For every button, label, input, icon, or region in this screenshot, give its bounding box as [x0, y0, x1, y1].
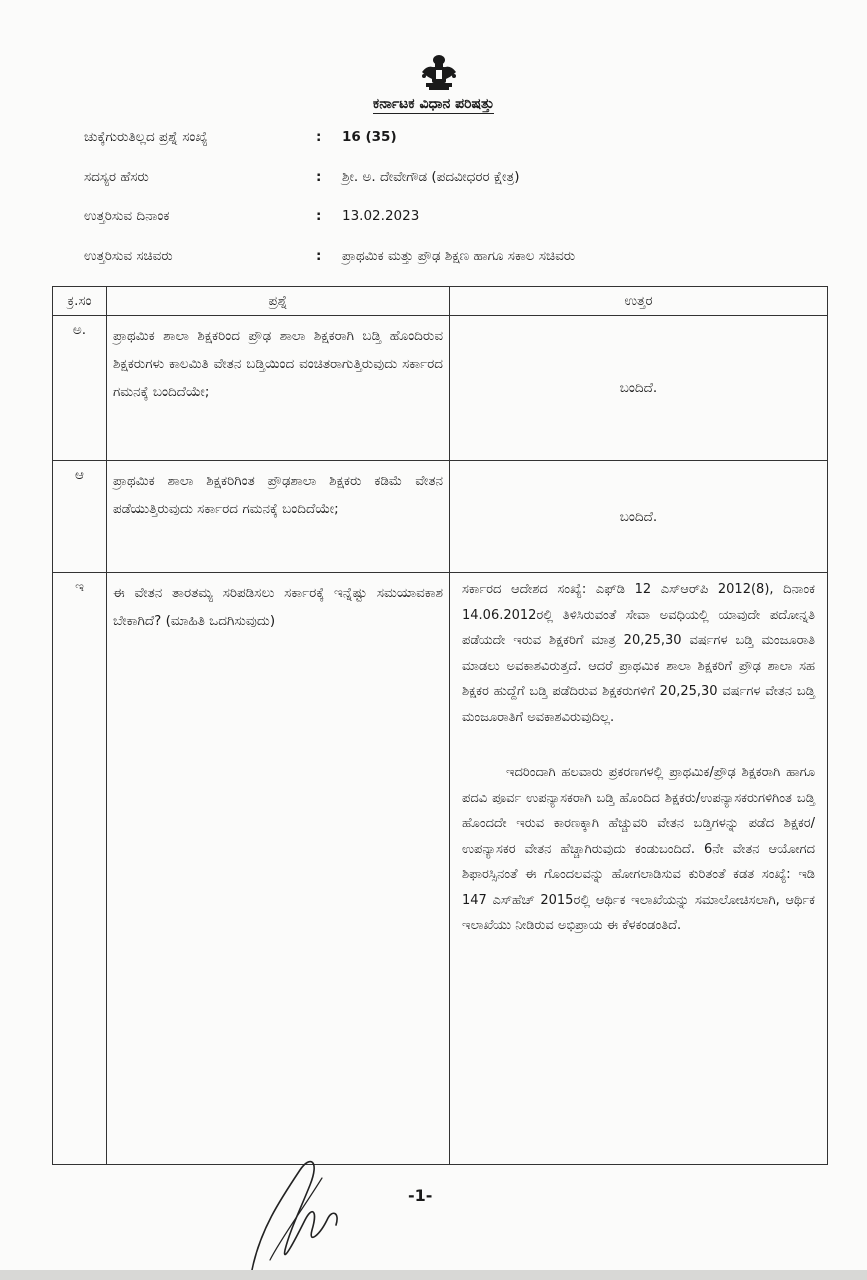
meta-value: 13.02.2023 — [342, 208, 420, 224]
header-answer: ಉತ್ತರ — [450, 287, 828, 316]
meta-colon: : — [316, 169, 322, 185]
karnataka-emblem-icon — [418, 50, 460, 92]
table-row — [53, 316, 828, 461]
header-question: ಪ್ರಶ್ನೆ — [107, 287, 450, 316]
row-answer-detailed — [450, 573, 828, 1165]
meta-label: ಉತ್ತರಿಸುವ ಸಚಿವರು — [84, 248, 173, 264]
answer-paragraph: ಇದರಿಂದಾಗಿ ಹಲವಾರು ಪ್ರಕರಣಗಳಲ್ಲಿ ಪ್ರಾಥಮಿಕ/ಪ್ರೌಢ ಶಿಕ್ಷಕರಾಗಿ ಹಾಗೂ ಪದವಿ ಪೂರ್ವ ಉಪನ್ಯಾಸಕರಾಗಿ ಬಡ್ತಿ ಹೊಂದಿದ ಶಿಕ್ಷಕರು/ಉಪನ್ಯಾಸಕರುಗಳಿಗಿಂತ ಬಡ್ತಿ ಹೊಂದದೇ ಇರುವ ಕಾರಣಕ್ಕಾಗಿ ಹೆಚ್ಚುವರಿ ವೇತನ ಬಡ್ತಿಗಳನ್ನು ಪಡೆದ ಶಿಕ್ಷಕರ/ಉಪನ್ಯಾಸಕರ ವೇತನ ಹೆಚ್ಚಾಗಿರುವುದು ಕಂಡುಬಂದಿದೆ. 6ನೇ ವೇತನ ಆಯೋಗದ ಶಿಫಾರಸ್ಸಿನಂತೆ ಈ ಗೊಂದಲವನ್ನು ಹೋಗಲಾಡಿಸುವ ಕುರಿತಂತೆ ಕಡತ ಸಂಖ್ಯೆ: ಇಡಿ 147 ಎಸ್‌ಹೆಚ್ 2015ರಲ್ಲಿ ಆರ್ಥಿಕ ಇಲಾಖೆಯನ್ನು ಸಮಾಲೋಚಿಸಲಾಗಿ, ಆರ್ಥಿಕ ಇಲಾಖೆಯು ನೀಡಿರುವ ಅಭಿಪ್ರಾಯ ಈ ಕೆಳಕಂಡಂತಿದೆ. — [462, 765, 815, 933]
meta-value: ಶ್ರೀ. ಅ. ದೇವೇಗೌಡ (ಪದವೀಧರರ ಕ್ಷೇತ್ರ) — [342, 169, 520, 185]
page-number: -1- — [408, 1186, 433, 1205]
meta-value: ಪ್ರಾಥಮಿಕ ಮತ್ತು ಪ್ರೌಢ ಶಿಕ್ಷಣ ಹಾಗೂ ಸಕಾಲ ಸಚಿವರು — [342, 248, 576, 264]
row-question: ಈ ವೇತನ ತಾರತಮ್ಯ ಸರಿಪಡಿಸಲು ಸರ್ಕಾರಕ್ಕೆ ಇನ್ನೆಷ್ಟು ಸಮಯಾವಕಾಶ ಬೇಕಾಗಿದೆ? (ಮಾಹಿತಿ ಒದಗಿಸುವುದು) — [107, 573, 450, 1165]
row-answer: ಬಂದಿದೆ. — [450, 461, 828, 573]
meta-label: ಚುಕ್ಕೆಗುರುತಿಲ್ಲದ ಪ್ರಶ್ನೆ ಸಂಖ್ಯೆ — [84, 129, 208, 145]
table-row — [53, 573, 828, 1165]
signature — [240, 1140, 360, 1280]
row-question: ಪ್ರಾಥಮಿಕ ಶಾಲಾ ಶಿಕ್ಷಕರಿಂದ ಪ್ರೌಢ ಶಾಲಾ ಶಿಕ್ಷಕರಾಗಿ ಬಡ್ತಿ ಹೊಂದಿರುವ ಶಿಕ್ಷಕರುಗಳು ಕಾಲಮಿತಿ ವೇತನ ಬಡ್ತಿಯಿಂದ ವಂಚಿತರಾಗುತ್ತಿರುವುದು ಸರ್ಕಾರದ ಗಮನಕ್ಕೆ ಬಂದಿದೆಯೇ; — [107, 316, 450, 461]
row-answer: ಬಂದಿದೆ. — [450, 316, 828, 461]
page-title — [0, 96, 867, 112]
row-serial-number: ಆ — [53, 461, 107, 573]
meta-row-minister — [84, 248, 804, 272]
row-serial-number: ಇ — [53, 573, 107, 1165]
question-answer-table — [52, 286, 828, 1165]
meta-label: ಉತ್ತರಿಸುವ ದಿನಾಂಕ — [84, 208, 170, 224]
meta-colon: : — [316, 248, 322, 264]
meta-row-member-name — [84, 169, 804, 193]
table-row — [53, 461, 828, 573]
meta-colon: : — [316, 129, 322, 145]
row-serial-number: ಅ. — [53, 316, 107, 461]
meta-value: 16 (35) — [342, 129, 397, 145]
council-name: ಕರ್ನಾಟಕ ವಿಧಾನ ಪರಿಷತ್ತು — [372, 96, 495, 112]
answer-paragraph: ಸರ್ಕಾರದ ಆದೇಶದ ಸಂಖ್ಯೆ: ಎಫ್‌ಡಿ 12 ಎಸ್‌ಆರ್‌ಪಿ 2012(8), ದಿನಾಂಕ 14.06.2012ರಲ್ಲಿ ತಿಳಿಸಿರುವಂತೆ ಸೇವಾ ಅವಧಿಯಲ್ಲಿ ಯಾವುದೇ ಪದೋನ್ನತಿ ಪಡೆಯದೇ ಇರುವ ಶಿಕ್ಷಕರಿಗೆ ಮಾತ್ರ 20,25,30 ವರ್ಷಗಳ ಬಡ್ತಿ ಮಂಜೂರಾತಿ ಮಾಡಲು ಅವಕಾಶವಿರುತ್ತದೆ. ಆದರೆ ಪ್ರಾಥಮಿಕ ಶಾಲಾ ಶಿಕ್ಷಕರಿಗೆ ಪ್ರೌಢ ಶಾಲಾ ಸಹ ಶಿಕ್ಷಕರ ಹುದ್ದೆಗೆ ಬಡ್ತಿ ಪಡೆದಿರುವ ಶಿಕ್ಷಕರುಗಳಿಗೆ 20,25,30 ವರ್ಷಗಳ ವೇತನ ಬಡ್ತಿ ಮಂಜೂರಾತಿಗೆ ಅವಕಾಶವಿರುವುದಿಲ್ಲ. — [462, 582, 815, 725]
header-serial-number: ಕ್ರ.ಸಂ — [53, 287, 107, 316]
bottom-edge — [0, 1270, 867, 1280]
meta-row-answer-date — [84, 208, 804, 232]
row-question: ಪ್ರಾಥಮಿಕ ಶಾಲಾ ಶಿಕ್ಷಕರಿಗಿಂತ ಪ್ರೌಢಶಾಲಾ ಶಿಕ್ಷಕರು ಕಡಿಮೆ ವೇತನ ಪಡೆಯುತ್ತಿರುವುದು ಸರ್ಕಾರದ ಗಮನಕ್ಕೆ ಬಂದಿದೆಯೇ; — [107, 461, 450, 573]
meta-label: ಸದಸ್ಯರ ಹೆಸರು — [84, 169, 149, 185]
meta-colon: : — [316, 208, 322, 224]
meta-row-question-number — [84, 129, 804, 153]
table-header-row — [53, 287, 828, 316]
